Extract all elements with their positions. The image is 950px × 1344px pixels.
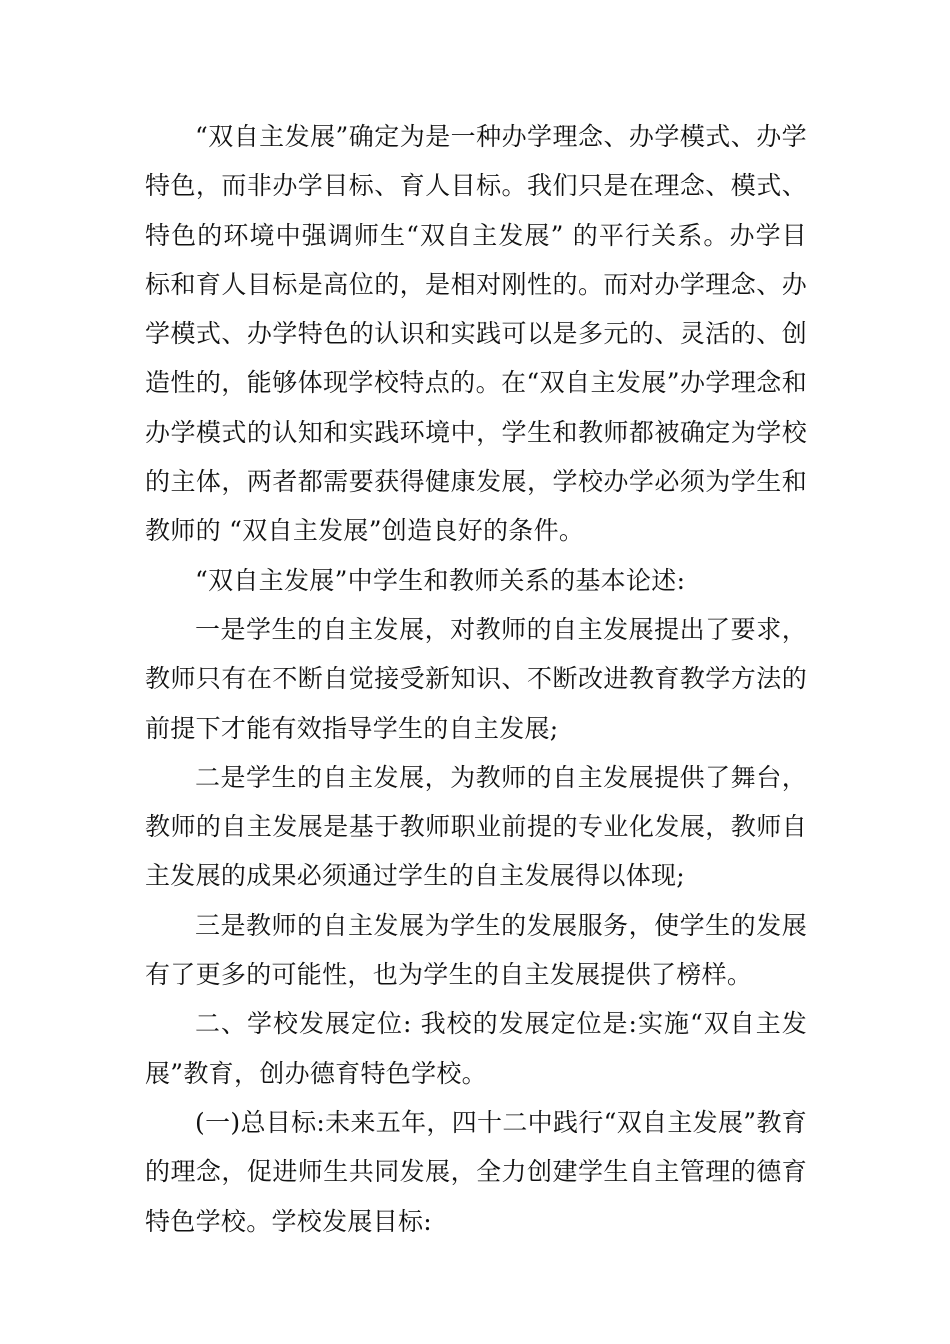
paragraph-intro: “双自主发展”确定为是一种办学理念、办学模式、办学特色，而非办学目标、育人目标。我们只是在理念、模式、特色的环境中强调师生“双自主发展” 的平行关系。办学目标和育人目标是高位的，是相对刚性的。而对办学理念、办学模式、办学特色的认识和实践可以是多元的、灵活的、创造性的，能够体现学校特点的。在“双自主发展”办学理念和办学模式的认知和实践环境中，学生和教师都被确定为学校的主体，两者都需要获得健康发展，学校办学必须为学生和教师的 “双自主发展”创造良好的条件。 <box>145 122 807 546</box>
document-body <box>145 112 807 1246</box>
paragraph-point-two: 二是学生的自主发展，为教师的自主发展提供了舞台，教师的自主发展是基于教师职业前提的专业化发展，教师自主发展的成果必须通过学生的自主发展得以体现; <box>145 762 807 891</box>
paragraph-point-one: 一是学生的自主发展，对教师的自主发展提出了要求，教师只有在不断自觉接受新知识、不断改进教育教学方法的前提下才能有效指导学生的自主发展; <box>145 614 807 743</box>
paragraph-overall-goal: (一)总目标:未来五年，四十二中践行“双自主发展”教育的理念，促进师生共同发展，全力创建学生自主管理的德育特色学校。学校发展目标: <box>145 1107 807 1236</box>
paragraph-positioning: 二、学校发展定位: 我校的发展定位是:实施“双自主发展”教育，创办德育特色学校。 <box>145 1009 807 1088</box>
paragraph-relation-heading: “双自主发展”中学生和教师关系的基本论述: <box>195 565 686 595</box>
paragraph-point-three: 三是教师的自主发展为学生的发展服务，使学生的发展有了更多的可能性，也为学生的自主发展提供了榜样。 <box>145 910 807 990</box>
